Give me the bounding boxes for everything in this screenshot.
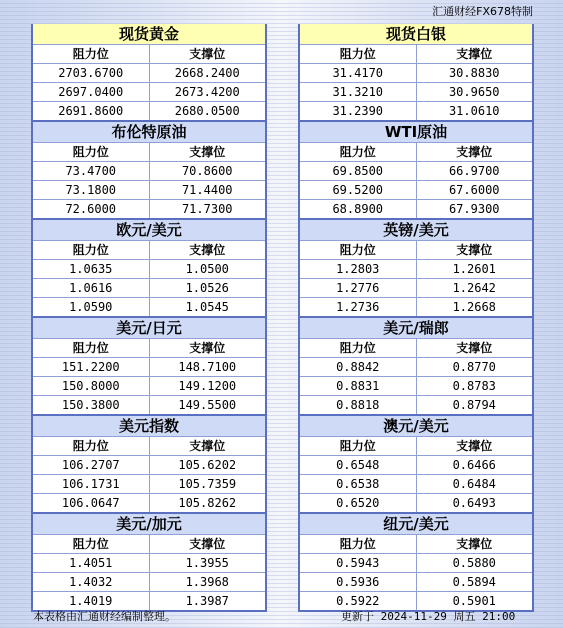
- support-value: 31.0610: [416, 102, 533, 120]
- table-header-row: [33, 240, 265, 259]
- support-header: 支撑位: [416, 45, 533, 63]
- table-row: [33, 297, 265, 316]
- table-row: [300, 199, 532, 218]
- table-row: [300, 297, 532, 316]
- support-header: 支撑位: [149, 45, 266, 63]
- resistance-value: 0.8842: [336, 360, 380, 374]
- resistance-value: 69.8500: [332, 164, 384, 178]
- table-row: [33, 474, 265, 493]
- table-row: [300, 101, 532, 120]
- resistance-value: 0.6548: [336, 458, 380, 472]
- support-header: 支撑位: [149, 241, 266, 259]
- table-row: [300, 82, 532, 101]
- right-instrument-6-block: [298, 514, 534, 612]
- support-header: 支撑位: [416, 241, 533, 259]
- resistance-header: 阻力位: [339, 439, 376, 453]
- support-value: 30.8830: [416, 64, 533, 82]
- level-table: [31, 142, 267, 220]
- support-value: 0.8770: [416, 358, 533, 376]
- table-header-row: [300, 142, 532, 161]
- resistance-value: 73.1800: [65, 183, 117, 197]
- resistance-value: 1.4032: [69, 575, 113, 589]
- table-row: [33, 199, 265, 218]
- resistance-value: 1.0590: [69, 300, 113, 314]
- support-value: 71.7300: [149, 200, 266, 218]
- support-value: 1.3955: [149, 554, 266, 572]
- support-value: 66.9700: [416, 162, 533, 180]
- table-row: [33, 357, 265, 376]
- resistance-header: 阻力位: [72, 47, 109, 61]
- support-value: 2680.0500: [149, 102, 266, 120]
- right-instrument-4-block: [298, 318, 534, 416]
- table-row: [33, 278, 265, 297]
- resistance-value: 2697.0400: [58, 85, 124, 99]
- table-header-row: [33, 142, 265, 161]
- table-header-row: [33, 44, 265, 63]
- support-header: 支撑位: [416, 143, 533, 161]
- header-note: 汇通财经FX678特制: [432, 5, 533, 18]
- table-row: [33, 395, 265, 414]
- resistance-value: 0.8831: [336, 379, 380, 393]
- resistance-header: 阻力位: [72, 341, 109, 355]
- right-instrument-1-block: [298, 24, 534, 122]
- table-row: [33, 259, 265, 278]
- table-header-row: [300, 338, 532, 357]
- table-row: [300, 376, 532, 395]
- resistance-value: 68.8900: [332, 202, 384, 216]
- right-instrument-5-block: [298, 416, 534, 514]
- support-value: 2673.4200: [149, 83, 266, 101]
- table-header-row: [33, 534, 265, 553]
- table-header-row: [300, 44, 532, 63]
- support-value: 1.2642: [416, 279, 533, 297]
- level-table: [298, 142, 534, 220]
- resistance-value: 31.4170: [332, 66, 384, 80]
- support-value: 71.4400: [149, 181, 266, 199]
- support-value: 1.0500: [149, 260, 266, 278]
- support-header: 支撑位: [416, 437, 533, 455]
- level-table: [298, 44, 534, 122]
- support-value: 1.3987: [149, 592, 266, 610]
- support-value: 0.6466: [416, 456, 533, 474]
- instrument-title: 美元/瑞郎: [298, 318, 534, 338]
- support-value: 149.5500: [149, 396, 266, 414]
- table-row: [300, 455, 532, 474]
- support-header: 支撑位: [149, 437, 266, 455]
- support-value: 1.2668: [416, 298, 533, 316]
- table-row: [300, 572, 532, 591]
- table-row: [33, 63, 265, 82]
- support-value: 105.7359: [149, 475, 266, 493]
- resistance-value: 72.6000: [65, 202, 117, 216]
- support-header: 支撑位: [416, 339, 533, 357]
- support-value: 0.6484: [416, 475, 533, 493]
- table-header-row: [300, 534, 532, 553]
- resistance-header: 阻力位: [339, 537, 376, 551]
- resistance-value: 31.3210: [332, 85, 384, 99]
- table-row: [300, 278, 532, 297]
- table-row: [33, 180, 265, 199]
- table-row: [300, 259, 532, 278]
- left-instrument-6-block: [31, 514, 267, 612]
- resistance-header: 阻力位: [339, 243, 376, 257]
- support-value: 0.5901: [416, 592, 533, 610]
- resistance-value: 69.5200: [332, 183, 384, 197]
- resistance-header: 阻力位: [72, 145, 109, 159]
- instrument-title: 现货黄金: [31, 24, 267, 44]
- footer-updated-time: 更新于 2024-11-29 周五 21:00: [341, 610, 516, 623]
- left-column: [31, 24, 267, 612]
- resistance-value: 0.6538: [336, 477, 380, 491]
- resistance-header: 阻力位: [339, 47, 376, 61]
- instrument-title: 澳元/美元: [298, 416, 534, 436]
- support-value: 105.8262: [149, 494, 266, 512]
- table-row: [300, 63, 532, 82]
- resistance-header: 阻力位: [339, 145, 376, 159]
- support-value: 1.3968: [149, 573, 266, 591]
- resistance-value: 0.5936: [336, 575, 380, 589]
- support-value: 0.6493: [416, 494, 533, 512]
- resistance-value: 150.3800: [61, 398, 120, 412]
- table-row: [300, 474, 532, 493]
- level-table: [298, 534, 534, 612]
- support-value: 1.0526: [149, 279, 266, 297]
- resistance-value: 1.4019: [69, 594, 113, 608]
- support-value: 2668.2400: [149, 64, 266, 82]
- resistance-value: 1.2803: [336, 262, 380, 276]
- table-header-row: [300, 436, 532, 455]
- resistance-value: 73.4700: [65, 164, 117, 178]
- instrument-title: 布伦特原油: [31, 122, 267, 142]
- left-instrument-5-block: [31, 416, 267, 514]
- table-row: [33, 101, 265, 120]
- table-row: [300, 357, 532, 376]
- table-header-row: [33, 338, 265, 357]
- resistance-value: 0.5922: [336, 594, 380, 608]
- right-column: [298, 24, 534, 612]
- resistance-value: 2691.8600: [58, 104, 124, 118]
- table-row: [33, 553, 265, 572]
- left-instrument-2-block: [31, 122, 267, 220]
- resistance-header: 阻力位: [72, 537, 109, 551]
- instrument-title: 英镑/美元: [298, 220, 534, 240]
- resistance-value: 150.8000: [61, 379, 120, 393]
- level-table: [31, 44, 267, 122]
- left-instrument-1-block: [31, 24, 267, 122]
- right-instrument-2-block: [298, 122, 534, 220]
- resistance-header: 阻力位: [72, 243, 109, 257]
- support-value: 0.5894: [416, 573, 533, 591]
- support-value: 67.6000: [416, 181, 533, 199]
- support-header: 支撑位: [149, 535, 266, 553]
- resistance-value: 1.4051: [69, 556, 113, 570]
- support-value: 0.8783: [416, 377, 533, 395]
- support-value: 0.5880: [416, 554, 533, 572]
- instrument-title: 现货白银: [298, 24, 534, 44]
- resistance-value: 0.6520: [336, 496, 380, 510]
- resistance-value: 31.2390: [332, 104, 384, 118]
- level-table: [31, 240, 267, 318]
- left-instrument-4-block: [31, 318, 267, 416]
- instrument-title: 美元/加元: [31, 514, 267, 534]
- support-value: 1.0545: [149, 298, 266, 316]
- support-value: 1.2601: [416, 260, 533, 278]
- resistance-value: 106.2707: [61, 458, 120, 472]
- level-table: [298, 240, 534, 318]
- footer-source-note: 本表格由汇通财经编制整理。: [33, 610, 176, 623]
- table-row: [33, 161, 265, 180]
- level-table: [31, 534, 267, 612]
- resistance-header: 阻力位: [339, 341, 376, 355]
- instrument-title: WTI原油: [298, 122, 534, 142]
- level-table: [31, 436, 267, 514]
- support-value: 0.8794: [416, 396, 533, 414]
- support-header: 支撑位: [149, 143, 266, 161]
- resistance-value: 106.0647: [61, 496, 120, 510]
- support-value: 149.1200: [149, 377, 266, 395]
- level-table: [298, 436, 534, 514]
- level-table: [298, 338, 534, 416]
- resistance-value: 1.2776: [336, 281, 380, 295]
- table-header-row: [33, 436, 265, 455]
- resistance-value: 1.2736: [336, 300, 380, 314]
- resistance-value: 0.5943: [336, 556, 380, 570]
- resistance-value: 106.1731: [61, 477, 120, 491]
- support-value: 67.9300: [416, 200, 533, 218]
- instrument-title: 美元/日元: [31, 318, 267, 338]
- table-row: [300, 553, 532, 572]
- resistance-header: 阻力位: [72, 439, 109, 453]
- right-instrument-3-block: [298, 220, 534, 318]
- instrument-title: 欧元/美元: [31, 220, 267, 240]
- support-value: 105.6202: [149, 456, 266, 474]
- support-header: 支撑位: [416, 535, 533, 553]
- support-value: 148.7100: [149, 358, 266, 376]
- resistance-value: 1.0616: [69, 281, 113, 295]
- instrument-title: 纽元/美元: [298, 514, 534, 534]
- left-instrument-3-block: [31, 220, 267, 318]
- table-row: [300, 161, 532, 180]
- table-row: [300, 493, 532, 512]
- support-value: 30.9650: [416, 83, 533, 101]
- table-row: [300, 395, 532, 414]
- table-row: [300, 180, 532, 199]
- resistance-value: 0.8818: [336, 398, 380, 412]
- table-row: [33, 493, 265, 512]
- support-value: 70.8600: [149, 162, 266, 180]
- support-header: 支撑位: [149, 339, 266, 357]
- table-row: [33, 82, 265, 101]
- resistance-value: 1.0635: [69, 262, 113, 276]
- table-row: [33, 572, 265, 591]
- table-row: [33, 455, 265, 474]
- resistance-value: 151.2200: [61, 360, 120, 374]
- resistance-value: 2703.6700: [58, 66, 124, 80]
- instrument-title: 美元指数: [31, 416, 267, 436]
- table-row: [33, 376, 265, 395]
- level-table: [31, 338, 267, 416]
- table-header-row: [300, 240, 532, 259]
